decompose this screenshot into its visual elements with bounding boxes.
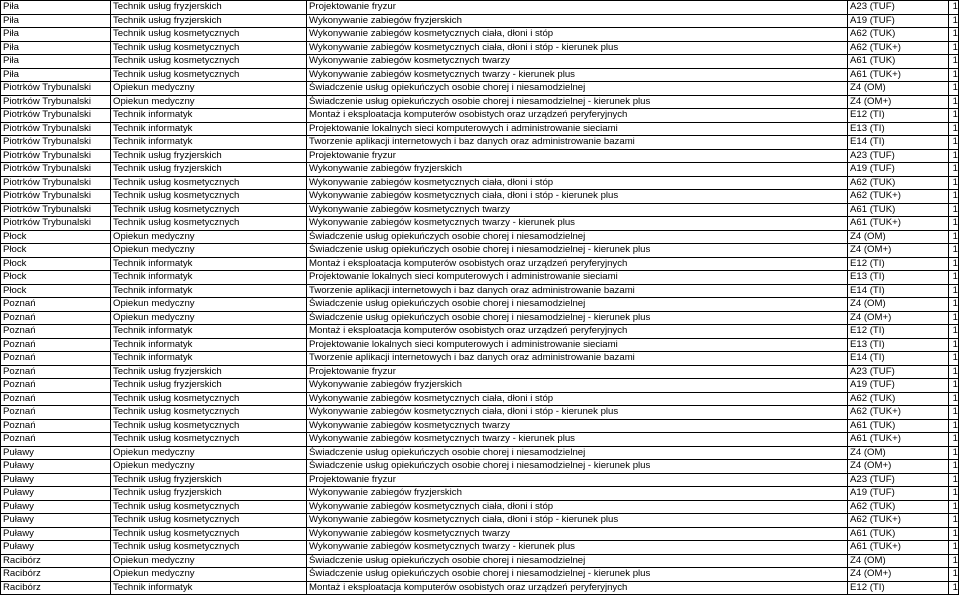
- count-cell[interactable]: 1: [949, 163, 959, 177]
- code-cell[interactable]: A62 (TUK+): [848, 190, 949, 204]
- code-cell[interactable]: E12 (TI): [848, 325, 949, 339]
- qualification-cell[interactable]: Świadczenie usług opiekuńczych osobie chorej i niesamodzielnej: [307, 298, 848, 312]
- city-cell[interactable]: Płock: [1, 257, 111, 271]
- count-cell[interactable]: 1: [949, 460, 959, 474]
- profession-cell[interactable]: Technik usług fryzjerskich: [111, 487, 307, 501]
- city-cell[interactable]: Poznań: [1, 311, 111, 325]
- profession-cell[interactable]: Technik informatyk: [111, 325, 307, 339]
- qualification-cell[interactable]: Wykonywanie zabiegów kosmetycznych twarzy: [307, 55, 848, 69]
- qualification-cell[interactable]: Tworzenie aplikacji internetowych i baz danych oraz administrowanie bazami: [307, 136, 848, 150]
- code-cell[interactable]: A61 (TUK+): [848, 433, 949, 447]
- profession-cell[interactable]: Technik usług fryzjerskich: [111, 149, 307, 163]
- table-row: [1, 541, 959, 555]
- profession-cell[interactable]: Technik usług kosmetycznych: [111, 176, 307, 190]
- city-cell[interactable]: Piotrków Trybunalski: [1, 149, 111, 163]
- city-cell[interactable]: Płock: [1, 244, 111, 258]
- city-cell[interactable]: Piotrków Trybunalski: [1, 82, 111, 96]
- city-cell[interactable]: Puławy: [1, 487, 111, 501]
- city-cell[interactable]: Poznań: [1, 298, 111, 312]
- city-cell[interactable]: Puławy: [1, 473, 111, 487]
- city-cell[interactable]: Piotrków Trybunalski: [1, 163, 111, 177]
- table-row: [1, 257, 959, 271]
- table-row: [1, 581, 959, 595]
- table-row: [1, 230, 959, 244]
- profession-cell[interactable]: Technik usług kosmetycznych: [111, 541, 307, 555]
- qualification-cell[interactable]: Wykonywanie zabiegów kosmetycznych ciała, dłoni i stóp - kierunek plus: [307, 406, 848, 420]
- count-cell[interactable]: 1: [949, 271, 959, 285]
- city-cell[interactable]: Poznań: [1, 365, 111, 379]
- code-cell[interactable]: E12 (TI): [848, 581, 949, 595]
- city-cell[interactable]: Piotrków Trybunalski: [1, 122, 111, 136]
- table-row: [1, 406, 959, 420]
- count-cell[interactable]: 1: [949, 230, 959, 244]
- qualification-cell[interactable]: Projektowanie lokalnych sieci komputerowych i administrowanie sieciami: [307, 338, 848, 352]
- code-cell[interactable]: A62 (TUK): [848, 392, 949, 406]
- qualification-cell[interactable]: Świadczenie usług opiekuńczych osobie chorej i niesamodzielnej - kierunek plus: [307, 95, 848, 109]
- count-cell[interactable]: 1: [949, 1, 959, 15]
- profession-cell[interactable]: Opiekun medyczny: [111, 95, 307, 109]
- city-cell[interactable]: Poznań: [1, 406, 111, 420]
- count-cell[interactable]: 1: [949, 95, 959, 109]
- table-body: [1, 1, 959, 595]
- profession-cell[interactable]: Opiekun medyczny: [111, 230, 307, 244]
- city-cell[interactable]: Puławy: [1, 446, 111, 460]
- code-cell[interactable]: A23 (TUF): [848, 1, 949, 15]
- count-cell[interactable]: 1: [949, 203, 959, 217]
- count-cell[interactable]: 1: [949, 109, 959, 123]
- table-row: [1, 1, 959, 15]
- code-cell[interactable]: A19 (TUF): [848, 379, 949, 393]
- table-row: [1, 473, 959, 487]
- count-cell[interactable]: 1: [949, 527, 959, 541]
- count-cell[interactable]: 1: [949, 68, 959, 82]
- qualification-cell[interactable]: Wykonywanie zabiegów fryzjerskich: [307, 163, 848, 177]
- profession-cell[interactable]: Technik usług fryzjerskich: [111, 14, 307, 28]
- table-row: [1, 338, 959, 352]
- profession-cell[interactable]: Opiekun medyczny: [111, 460, 307, 474]
- code-cell[interactable]: E12 (TI): [848, 257, 949, 271]
- profession-cell[interactable]: Technik usług kosmetycznych: [111, 500, 307, 514]
- profession-cell[interactable]: Technik usług kosmetycznych: [111, 527, 307, 541]
- profession-cell[interactable]: Technik informatyk: [111, 581, 307, 595]
- count-cell[interactable]: 1: [949, 28, 959, 42]
- code-cell[interactable]: Z4 (OM+): [848, 95, 949, 109]
- table-row: [1, 203, 959, 217]
- qualification-cell[interactable]: Świadczenie usług opiekuńczych osobie chorej i niesamodzielnej - kierunek plus: [307, 244, 848, 258]
- count-cell[interactable]: 1: [949, 338, 959, 352]
- table-row: [1, 392, 959, 406]
- code-cell[interactable]: E14 (TI): [848, 284, 949, 298]
- table-row: [1, 460, 959, 474]
- qualification-cell[interactable]: Wykonywanie zabiegów kosmetycznych twarzy - kierunek plus: [307, 68, 848, 82]
- table-row: [1, 379, 959, 393]
- city-cell[interactable]: Piotrków Trybunalski: [1, 203, 111, 217]
- qualification-cell[interactable]: Projektowanie fryzur: [307, 473, 848, 487]
- profession-cell[interactable]: Technik usług kosmetycznych: [111, 203, 307, 217]
- city-cell[interactable]: Poznań: [1, 419, 111, 433]
- qualification-cell[interactable]: Świadczenie usług opiekuńczych osobie chorej i niesamodzielnej - kierunek plus: [307, 460, 848, 474]
- count-cell[interactable]: 1: [949, 554, 959, 568]
- count-cell[interactable]: 1: [949, 298, 959, 312]
- profession-cell[interactable]: Technik informatyk: [111, 109, 307, 123]
- city-cell[interactable]: Piotrków Trybunalski: [1, 190, 111, 204]
- city-cell[interactable]: Piotrków Trybunalski: [1, 136, 111, 150]
- table-row: [1, 68, 959, 82]
- count-cell[interactable]: 1: [949, 541, 959, 555]
- code-cell[interactable]: A61 (TUK+): [848, 541, 949, 555]
- qualification-cell[interactable]: Montaż i eksploatacja komputerów osobistych oraz urządzeń peryferyjnych: [307, 257, 848, 271]
- city-cell[interactable]: Piła: [1, 28, 111, 42]
- city-cell[interactable]: Piotrków Trybunalski: [1, 95, 111, 109]
- city-cell[interactable]: Piła: [1, 68, 111, 82]
- qualification-cell[interactable]: Wykonywanie zabiegów kosmetycznych ciała, dłoni i stóp: [307, 392, 848, 406]
- table-row: [1, 514, 959, 528]
- code-cell[interactable]: A61 (TUK): [848, 419, 949, 433]
- profession-cell[interactable]: Technik usług kosmetycznych: [111, 433, 307, 447]
- code-cell[interactable]: A62 (TUK+): [848, 514, 949, 528]
- code-cell[interactable]: E12 (TI): [848, 109, 949, 123]
- code-cell[interactable]: Z4 (OM+): [848, 244, 949, 258]
- count-cell[interactable]: 1: [949, 500, 959, 514]
- table-row: [1, 244, 959, 258]
- qualification-cell[interactable]: Wykonywanie zabiegów kosmetycznych ciała, dłoni i stóp - kierunek plus: [307, 190, 848, 204]
- profession-cell[interactable]: Technik usług fryzjerskich: [111, 365, 307, 379]
- table-row: [1, 14, 959, 28]
- qualification-cell[interactable]: Montaż i eksploatacja komputerów osobistych oraz urządzeń peryferyjnych: [307, 325, 848, 339]
- city-cell[interactable]: Piotrków Trybunalski: [1, 176, 111, 190]
- count-cell[interactable]: 1: [949, 325, 959, 339]
- code-cell[interactable]: A19 (TUF): [848, 487, 949, 501]
- count-cell[interactable]: 1: [949, 311, 959, 325]
- qualification-cell[interactable]: Projektowanie lokalnych sieci komputerowych i administrowanie sieciami: [307, 271, 848, 285]
- profession-cell[interactable]: Opiekun medyczny: [111, 311, 307, 325]
- table-row: [1, 55, 959, 69]
- profession-cell[interactable]: Technik informatyk: [111, 122, 307, 136]
- profession-cell[interactable]: Technik usług kosmetycznych: [111, 68, 307, 82]
- code-cell[interactable]: A19 (TUF): [848, 163, 949, 177]
- code-cell[interactable]: Z4 (OM+): [848, 311, 949, 325]
- qualification-cell[interactable]: Wykonywanie zabiegów kosmetycznych ciała, dłoni i stóp: [307, 28, 848, 42]
- profession-cell[interactable]: Technik usług fryzjerskich: [111, 473, 307, 487]
- table-row: [1, 325, 959, 339]
- count-cell[interactable]: 1: [949, 55, 959, 69]
- table-row: [1, 163, 959, 177]
- table-row: [1, 527, 959, 541]
- qualification-cell[interactable]: Świadczenie usług opiekuńczych osobie chorej i niesamodzielnej: [307, 554, 848, 568]
- code-cell[interactable]: A62 (TUK+): [848, 406, 949, 420]
- count-cell[interactable]: 1: [949, 514, 959, 528]
- qualification-cell[interactable]: Wykonywanie zabiegów kosmetycznych ciała, dłoni i stóp: [307, 500, 848, 514]
- count-cell[interactable]: 1: [949, 433, 959, 447]
- table-row: [1, 554, 959, 568]
- code-cell[interactable]: A62 (TUK): [848, 500, 949, 514]
- profession-cell[interactable]: Opiekun medyczny: [111, 298, 307, 312]
- count-cell[interactable]: 1: [949, 446, 959, 460]
- table-row: [1, 149, 959, 163]
- city-cell[interactable]: Racibórz: [1, 554, 111, 568]
- city-cell[interactable]: Piła: [1, 41, 111, 55]
- count-cell[interactable]: 1: [949, 136, 959, 150]
- qualification-cell[interactable]: Montaż i eksploatacja komputerów osobistych oraz urządzeń peryferyjnych: [307, 581, 848, 595]
- qualification-cell[interactable]: Tworzenie aplikacji internetowych i baz danych oraz administrowanie bazami: [307, 352, 848, 366]
- profession-cell[interactable]: Technik usług kosmetycznych: [111, 419, 307, 433]
- city-cell[interactable]: Racibórz: [1, 581, 111, 595]
- city-cell[interactable]: Piotrków Trybunalski: [1, 217, 111, 231]
- table-row: [1, 311, 959, 325]
- count-cell[interactable]: 1: [949, 392, 959, 406]
- city-cell[interactable]: Piła: [1, 14, 111, 28]
- profession-cell[interactable]: Technik usług fryzjerskich: [111, 379, 307, 393]
- city-cell[interactable]: Puławy: [1, 500, 111, 514]
- code-cell[interactable]: A62 (TUK+): [848, 41, 949, 55]
- code-cell[interactable]: A61 (TUK): [848, 55, 949, 69]
- count-cell[interactable]: 1: [949, 473, 959, 487]
- qualification-cell[interactable]: Świadczenie usług opiekuńczych osobie chorej i niesamodzielnej - kierunek plus: [307, 311, 848, 325]
- city-cell[interactable]: Puławy: [1, 514, 111, 528]
- code-cell[interactable]: A61 (TUK+): [848, 217, 949, 231]
- qualification-cell[interactable]: Projektowanie fryzur: [307, 1, 848, 15]
- qualification-cell[interactable]: Projektowanie lokalnych sieci komputerowych i administrowanie sieciami: [307, 122, 848, 136]
- qualification-cell[interactable]: Wykonywanie zabiegów kosmetycznych twarzy: [307, 527, 848, 541]
- table-row: [1, 352, 959, 366]
- profession-cell[interactable]: Technik usług kosmetycznych: [111, 514, 307, 528]
- table-row: [1, 446, 959, 460]
- city-cell[interactable]: Poznań: [1, 352, 111, 366]
- code-cell[interactable]: Z4 (OM): [848, 446, 949, 460]
- code-cell[interactable]: A61 (TUK): [848, 203, 949, 217]
- qualification-cell[interactable]: Wykonywanie zabiegów kosmetycznych twarzy - kierunek plus: [307, 541, 848, 555]
- code-cell[interactable]: A23 (TUF): [848, 365, 949, 379]
- profession-cell[interactable]: Opiekun medyczny: [111, 568, 307, 582]
- table-row: [1, 82, 959, 96]
- code-cell[interactable]: A61 (TUK+): [848, 68, 949, 82]
- count-cell[interactable]: 1: [949, 257, 959, 271]
- table-row: [1, 487, 959, 501]
- city-cell[interactable]: Piotrków Trybunalski: [1, 109, 111, 123]
- table-row: [1, 217, 959, 231]
- city-cell[interactable]: Płock: [1, 284, 111, 298]
- profession-cell[interactable]: Technik usług kosmetycznych: [111, 55, 307, 69]
- city-cell[interactable]: Płock: [1, 271, 111, 285]
- code-cell[interactable]: E13 (TI): [848, 338, 949, 352]
- qualification-cell[interactable]: Świadczenie usług opiekuńczych osobie chorej i niesamodzielnej: [307, 230, 848, 244]
- table-row: [1, 28, 959, 42]
- code-cell[interactable]: E13 (TI): [848, 122, 949, 136]
- table-row: [1, 122, 959, 136]
- table-row: [1, 136, 959, 150]
- profession-cell[interactable]: Technik usług fryzjerskich: [111, 1, 307, 15]
- table-row: [1, 298, 959, 312]
- profession-cell[interactable]: Technik usług kosmetycznych: [111, 41, 307, 55]
- qualification-cell[interactable]: Świadczenie usług opiekuńczych osobie chorej i niesamodzielnej - kierunek plus: [307, 568, 848, 582]
- code-cell[interactable]: E14 (TI): [848, 352, 949, 366]
- code-cell[interactable]: A62 (TUK): [848, 176, 949, 190]
- table-row: [1, 190, 959, 204]
- count-cell[interactable]: 1: [949, 419, 959, 433]
- count-cell[interactable]: 1: [949, 568, 959, 582]
- profession-cell[interactable]: Technik informatyk: [111, 352, 307, 366]
- count-cell[interactable]: 1: [949, 149, 959, 163]
- qualification-cell[interactable]: Świadczenie usług opiekuńczych osobie chorej i niesamodzielnej: [307, 82, 848, 96]
- qualification-cell[interactable]: Tworzenie aplikacji internetowych i baz danych oraz administrowanie bazami: [307, 284, 848, 298]
- qualification-cell[interactable]: Wykonywanie zabiegów kosmetycznych twarzy - kierunek plus: [307, 217, 848, 231]
- qualification-cell[interactable]: Montaż i eksploatacja komputerów osobistych oraz urządzeń peryferyjnych: [307, 109, 848, 123]
- qualification-cell[interactable]: Wykonywanie zabiegów fryzjerskich: [307, 379, 848, 393]
- profession-cell[interactable]: Technik informatyk: [111, 284, 307, 298]
- table-row: [1, 365, 959, 379]
- qualification-cell[interactable]: Wykonywanie zabiegów fryzjerskich: [307, 487, 848, 501]
- count-cell[interactable]: 1: [949, 14, 959, 28]
- city-cell[interactable]: Puławy: [1, 541, 111, 555]
- code-cell[interactable]: A23 (TUF): [848, 473, 949, 487]
- code-cell[interactable]: Z4 (OM): [848, 230, 949, 244]
- count-cell[interactable]: 1: [949, 284, 959, 298]
- table-row: [1, 176, 959, 190]
- code-cell[interactable]: E14 (TI): [848, 136, 949, 150]
- table-row: [1, 568, 959, 582]
- count-cell[interactable]: 1: [949, 487, 959, 501]
- profession-cell[interactable]: Technik usług kosmetycznych: [111, 406, 307, 420]
- profession-cell[interactable]: Technik informatyk: [111, 338, 307, 352]
- count-cell[interactable]: 1: [949, 365, 959, 379]
- table-row: [1, 95, 959, 109]
- city-cell[interactable]: Płock: [1, 230, 111, 244]
- city-cell[interactable]: Piła: [1, 55, 111, 69]
- count-cell[interactable]: 1: [949, 190, 959, 204]
- profession-cell[interactable]: Opiekun medyczny: [111, 244, 307, 258]
- city-cell[interactable]: Poznań: [1, 379, 111, 393]
- profession-cell[interactable]: Opiekun medyczny: [111, 82, 307, 96]
- code-cell[interactable]: E13 (TI): [848, 271, 949, 285]
- city-cell[interactable]: Puławy: [1, 527, 111, 541]
- profession-cell[interactable]: Technik usług kosmetycznych: [111, 217, 307, 231]
- count-cell[interactable]: 1: [949, 122, 959, 136]
- profession-cell[interactable]: Technik usług fryzjerskich: [111, 163, 307, 177]
- table-row: [1, 433, 959, 447]
- city-cell[interactable]: Puławy: [1, 460, 111, 474]
- qualification-cell[interactable]: Wykonywanie zabiegów kosmetycznych twarzy - kierunek plus: [307, 433, 848, 447]
- city-cell[interactable]: Poznań: [1, 338, 111, 352]
- table-row: [1, 419, 959, 433]
- count-cell[interactable]: 1: [949, 82, 959, 96]
- code-cell[interactable]: A23 (TUF): [848, 149, 949, 163]
- code-cell[interactable]: A61 (TUK): [848, 527, 949, 541]
- count-cell[interactable]: 1: [949, 379, 959, 393]
- code-cell[interactable]: A19 (TUF): [848, 14, 949, 28]
- city-cell[interactable]: Poznań: [1, 433, 111, 447]
- table-row: [1, 500, 959, 514]
- table-row: [1, 109, 959, 123]
- qualification-cell[interactable]: Świadczenie usług opiekuńczych osobie chorej i niesamodzielnej: [307, 446, 848, 460]
- qualification-cell[interactable]: Wykonywanie zabiegów kosmetycznych ciała, dłoni i stóp - kierunek plus: [307, 41, 848, 55]
- count-cell[interactable]: 1: [949, 244, 959, 258]
- code-cell[interactable]: Z4 (OM+): [848, 460, 949, 474]
- count-cell[interactable]: 1: [949, 406, 959, 420]
- profession-cell[interactable]: Technik informatyk: [111, 136, 307, 150]
- profession-cell[interactable]: Opiekun medyczny: [111, 554, 307, 568]
- city-cell[interactable]: Poznań: [1, 325, 111, 339]
- qualification-cell[interactable]: Wykonywanie zabiegów kosmetycznych ciała, dłoni i stóp: [307, 176, 848, 190]
- count-cell[interactable]: 1: [949, 581, 959, 595]
- profession-cell[interactable]: Technik usług kosmetycznych: [111, 392, 307, 406]
- profession-cell[interactable]: Technik informatyk: [111, 271, 307, 285]
- count-cell[interactable]: 1: [949, 176, 959, 190]
- code-cell[interactable]: Z4 (OM): [848, 82, 949, 96]
- profession-cell[interactable]: Technik informatyk: [111, 257, 307, 271]
- code-cell[interactable]: Z4 (OM): [848, 554, 949, 568]
- city-cell[interactable]: Poznań: [1, 392, 111, 406]
- table-row: [1, 284, 959, 298]
- city-cell[interactable]: Piła: [1, 1, 111, 15]
- qualification-cell[interactable]: Wykonywanie zabiegów fryzjerskich: [307, 14, 848, 28]
- qualification-cell[interactable]: Projektowanie fryzur: [307, 149, 848, 163]
- qualification-cell[interactable]: Projektowanie fryzur: [307, 365, 848, 379]
- count-cell[interactable]: 1: [949, 352, 959, 366]
- profession-cell[interactable]: Technik usług kosmetycznych: [111, 190, 307, 204]
- profession-cell[interactable]: Technik usług kosmetycznych: [111, 28, 307, 42]
- code-cell[interactable]: Z4 (OM): [848, 298, 949, 312]
- code-cell[interactable]: Z4 (OM+): [848, 568, 949, 582]
- qualification-cell[interactable]: Wykonywanie zabiegów kosmetycznych twarzy: [307, 203, 848, 217]
- city-cell[interactable]: Racibórz: [1, 568, 111, 582]
- table-row: [1, 271, 959, 285]
- qualification-cell[interactable]: Wykonywanie zabiegów kosmetycznych ciała, dłoni i stóp - kierunek plus: [307, 514, 848, 528]
- qualification-cell[interactable]: Wykonywanie zabiegów kosmetycznych twarzy: [307, 419, 848, 433]
- count-cell[interactable]: 1: [949, 41, 959, 55]
- profession-cell[interactable]: Opiekun medyczny: [111, 446, 307, 460]
- code-cell[interactable]: A62 (TUK): [848, 28, 949, 42]
- count-cell[interactable]: 1: [949, 217, 959, 231]
- table-row: [1, 41, 959, 55]
